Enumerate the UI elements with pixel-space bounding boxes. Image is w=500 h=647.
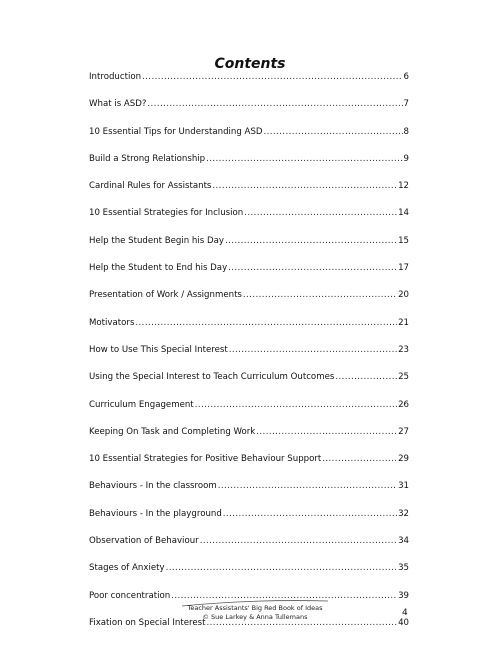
toc-entry-page: 17 — [398, 263, 409, 274]
toc-entry[interactable] — [89, 563, 409, 590]
toc-entry-page: 8 — [403, 126, 409, 137]
toc-entry-page: 32 — [398, 508, 409, 519]
toc-entry-label: Using the Special Interest to Teach Curriculum Outcomes — [89, 372, 335, 383]
toc-entry-label: Behaviours - In the classroom — [89, 481, 217, 492]
dot-leader — [135, 318, 397, 329]
toc-entry-page: 40 — [398, 617, 409, 628]
toc-entry-page: 25 — [398, 372, 409, 383]
toc-entry-label: Stages of Anxiety — [89, 563, 165, 574]
toc-entry[interactable] — [89, 400, 409, 427]
toc-entry[interactable] — [89, 181, 409, 208]
toc-entry[interactable] — [89, 154, 409, 181]
toc-entry[interactable] — [89, 99, 409, 126]
toc-entry[interactable] — [89, 236, 409, 263]
dot-leader — [225, 236, 397, 247]
toc-entry-label: Help the Student to End his Day — [89, 263, 228, 274]
toc-entry[interactable] — [89, 72, 409, 99]
footer-book-title: Teacher Assistants' Big Red Book of Ideas — [187, 604, 323, 612]
dot-leader — [147, 99, 402, 110]
dot-leader — [264, 127, 403, 138]
toc-entry-label: 10 Essential Strategies for Positive Behaviour Support — [89, 454, 322, 465]
toc-entry-page: 20 — [398, 290, 409, 301]
dot-leader — [335, 372, 397, 383]
toc-entry-page: 9 — [403, 153, 409, 164]
toc-entry[interactable] — [89, 208, 409, 235]
toc-entry[interactable] — [89, 618, 409, 645]
toc-entry-label: How to Use This Special Interest — [89, 344, 228, 355]
toc-entry[interactable] — [89, 481, 409, 508]
dot-leader — [212, 181, 397, 192]
toc-entry[interactable] — [89, 263, 409, 290]
dot-leader — [223, 509, 397, 520]
dot-leader — [200, 536, 397, 547]
toc-entry[interactable] — [89, 509, 409, 536]
toc-entry-label: 10 Essential Strategies for Inclusion — [89, 208, 244, 219]
toc-entry-label: What is ASD? — [89, 99, 147, 110]
toc-entry-label: Poor concentration — [89, 590, 171, 601]
footer — [170, 604, 340, 621]
toc-entry-label: Cardinal Rules for Assistants — [89, 181, 212, 192]
table-of-contents — [89, 72, 409, 645]
dot-leader — [229, 345, 397, 356]
dot-leader — [243, 290, 397, 301]
toc-entry-page: 34 — [398, 536, 409, 547]
toc-entry-page: 7 — [403, 99, 409, 110]
toc-entry[interactable] — [89, 127, 409, 154]
dot-leader — [218, 481, 397, 492]
toc-entry[interactable] — [89, 318, 409, 345]
footer-copyright: © Sue Larkey & Anna Tullemans — [202, 612, 308, 621]
toc-entry-page: 39 — [398, 590, 409, 601]
toc-entry-page: 12 — [398, 181, 409, 192]
toc-entry-page: 14 — [398, 208, 409, 219]
toc-entry-label: Curriculum Engagement — [89, 399, 194, 410]
toc-entry-label: Keeping On Task and Completing Work — [89, 426, 256, 437]
dot-leader — [256, 427, 397, 438]
toc-entry-page: 35 — [398, 563, 409, 574]
toc-entry[interactable] — [89, 372, 409, 399]
toc-entry-page: 23 — [398, 344, 409, 355]
toc-entry-label: Behaviours - In the playground — [89, 508, 222, 519]
toc-entry-label: Introduction — [89, 72, 142, 82]
toc-entry[interactable] — [89, 290, 409, 317]
dot-leader — [166, 563, 397, 574]
toc-entry[interactable] — [89, 345, 409, 372]
toc-entry-page: 26 — [398, 399, 409, 410]
dot-leader — [195, 400, 397, 411]
toc-entry[interactable] — [89, 454, 409, 481]
toc-entry-page: 21 — [398, 317, 409, 328]
page-number: 4 — [402, 608, 408, 618]
dot-leader — [206, 154, 402, 165]
toc-entry[interactable] — [89, 536, 409, 563]
toc-entry-label: Build a Strong Relationship — [89, 153, 206, 164]
dot-leader — [142, 72, 402, 83]
dot-leader — [228, 263, 397, 274]
toc-entry-page: 31 — [398, 481, 409, 492]
dot-leader — [244, 208, 397, 219]
toc-entry-label: Observation of Behaviour — [89, 536, 199, 547]
toc-entry-page: 6 — [403, 72, 409, 82]
toc-entry-page: 29 — [398, 454, 409, 465]
page-title: Contents — [214, 56, 286, 72]
toc-entry-label: Fixation on Special Interest — [89, 617, 206, 628]
toc-entry-label: Help the Student Begin his Day — [89, 235, 224, 246]
toc-entry[interactable] — [89, 427, 409, 454]
toc-entry-page: 27 — [398, 426, 409, 437]
toc-entry-page: 15 — [398, 235, 409, 246]
toc-entry-label: Motivators — [89, 317, 135, 328]
toc-entry-label: Presentation of Work / Assignments — [89, 290, 242, 301]
dot-leader — [322, 454, 397, 465]
toc-entry-label: 10 Essential Tips for Understanding ASD — [89, 126, 263, 137]
